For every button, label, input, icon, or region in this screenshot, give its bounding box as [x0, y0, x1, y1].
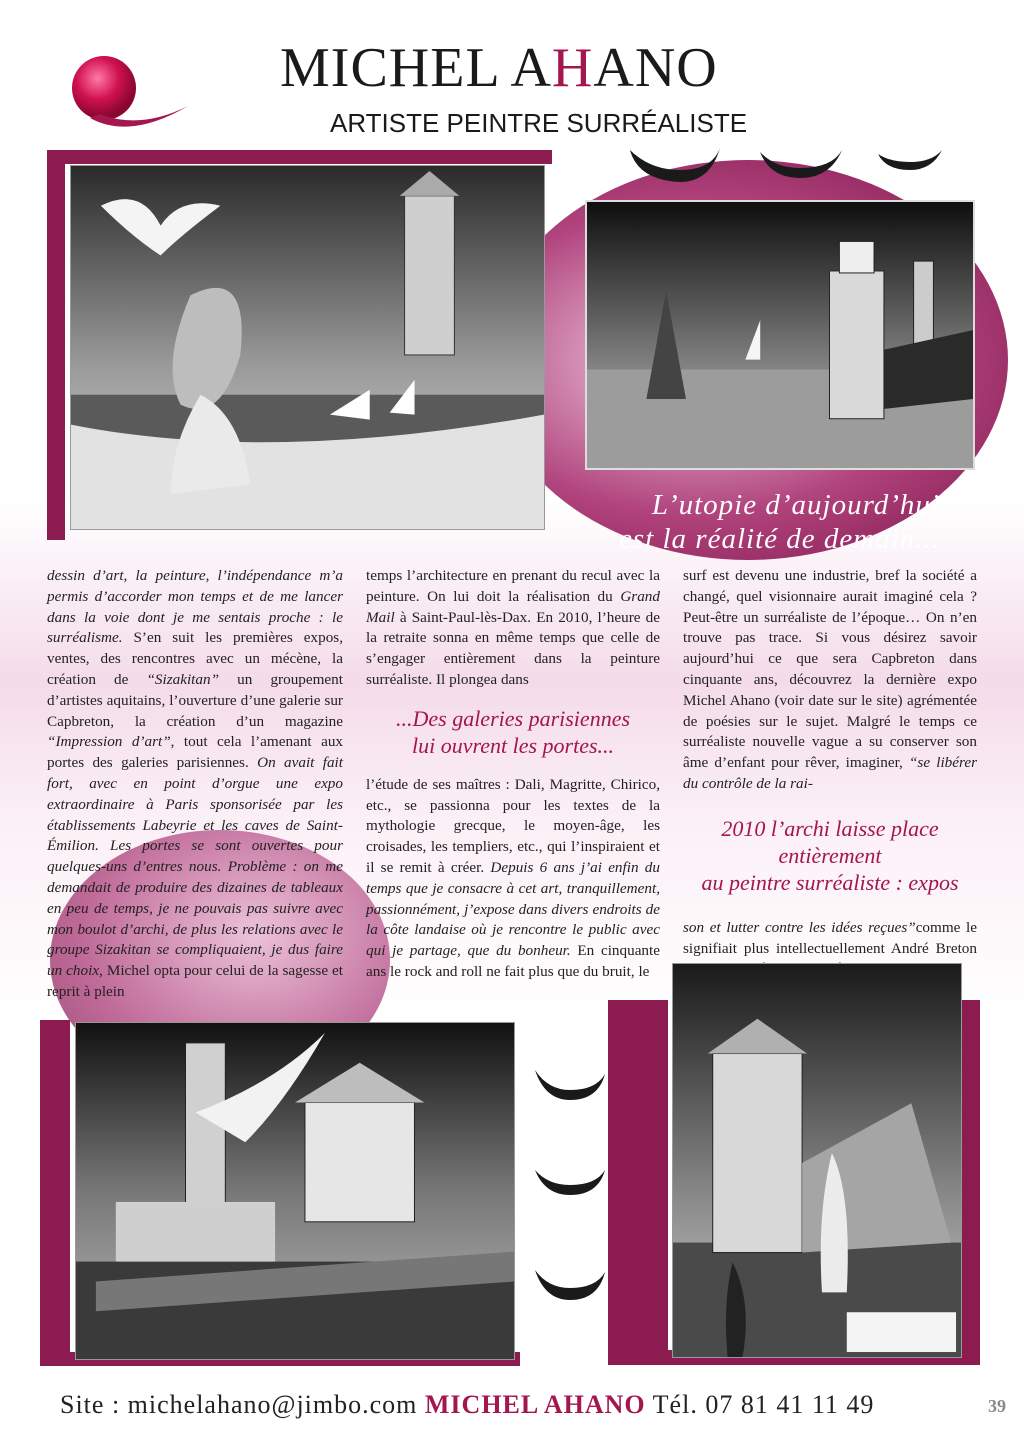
magazine-logo-icon	[70, 48, 190, 138]
pull-quote	[560, 488, 940, 556]
page-number: 39	[988, 1396, 1006, 1416]
intertitle-archi-line-1: 2010 l’archi laisse place entièrement	[721, 815, 939, 868]
col2-text-a: temps l’architecture en prenant du recul avec la peinture. On lui doit la réalisation du	[366, 567, 660, 605]
col3-breton-quote-b: son et lutter contre les idées reçues”	[683, 918, 916, 936]
page-subtitle: ARTISTE PEINTRE SURRÉALISTE	[330, 108, 748, 138]
page-footer	[60, 1390, 874, 1420]
col1-text-c: , tout cela l’amenant aux portes des galeries parisiennes.	[47, 733, 344, 772]
article-column-1	[47, 566, 343, 1003]
painting-frame-4	[608, 1000, 668, 1365]
col1-impression: “Impression d’art”	[47, 733, 171, 751]
painting-frame-1	[47, 150, 65, 540]
intertitle-archi	[683, 815, 977, 896]
pull-quote-line-2: est la réalité de demain...	[619, 523, 940, 555]
painting-frame-3	[40, 1020, 70, 1365]
col2-italic-quote: Depuis 6 ans j’ai enfin du temps que je consacre à cet art, tranquillement, passionnément, j’expose dans divers endroits de la côte landaise où je rencontre le public avec qui je partage, que du bonheur.	[366, 858, 660, 960]
col3-text-a: surf est devenu une industrie, bref la société a changé, quel visionnaire aurait imaginé cela ? Peut-être un surréaliste de l’époque… On n’en trouve pas trace. Si vous désirez savoir aujourd’hui ce que sera Capbreton dans cinquante ans, découvrez la dernière expo Michel Ahano (voir date sur le site) agrémentée de poésies sur le sujet. Malgré le temps ce surréaliste nouvelle vague a su conserver son âme d’enfant pour rêver, imaginer,	[683, 567, 977, 772]
col2-text-c: l’étude de ses maîtres : Dali, Magritte, Chirico, etc., se passionna pour les textes de la mythologie grecque, le moyen-âge, les croisades, les templiers, etc., qui l’inspiraient et il se remit à créer.	[366, 775, 660, 876]
column-2-paragraph-2	[366, 775, 660, 983]
col1-italic-intro: dessin d’art, la peinture, l’indépendance m’a permis d’accorder mon temps et de me lancer dans la voie dont je me sentais proche : le surréalisme.	[47, 567, 343, 647]
painting-arches-bird	[75, 1022, 515, 1360]
footer-site: Site : michelahano@jimbo.com	[60, 1390, 425, 1419]
article-column-2	[366, 566, 660, 983]
col1-sizakitan: “Sizakitan”	[146, 670, 220, 688]
footer-tel: Tél. 07 81 41 11 49	[645, 1390, 875, 1419]
intertitle-archi-line-2: au peintre surréaliste : expos	[701, 869, 959, 895]
intertitle-galeries-line-1: ...Des galeries parisiennes	[395, 705, 631, 731]
article-column-3	[683, 566, 977, 980]
intertitle-galeries-line-2: lui ouvrent les portes...	[411, 732, 615, 758]
painting-lighthouse-harbor	[585, 200, 975, 470]
footer-name: MICHEL AHANO	[424, 1390, 646, 1419]
col1-italic-quote: On avait fait fort, avec en point d’orgue une expo extraordinaire à Paris sponsorisée par les établissements Labeyrie et les caves de Saint-Émilion. Les portes se sont ouvertes pour quelques-uns d’entres nous. Problème : on me demandait de produire des dizaines de tableaux en peu de temps, je ne pouvais pas suivre avec mon boulot d’archi, de plus les relations avec le groupe Sizakitan se compliquaient, je dus faire un choix,	[47, 754, 343, 980]
col3-text-b: comme le signifiait plus intellectuellement André Breton	[683, 918, 977, 957]
col1-text-b: un groupement d’artistes aquitains, l’ouverture d’une galerie sur Capbreton, la création d’un magazine	[47, 670, 343, 730]
column-1-paragraph	[47, 566, 343, 1003]
painting-utopia-beach	[70, 165, 545, 530]
mustache-row-icon	[620, 140, 950, 200]
col1-text-end: Michel opta pour celui de la sagesse et reprit à plein	[47, 962, 344, 1000]
column-2-paragraph-1	[366, 566, 660, 691]
mustache-column-icon	[530, 1060, 610, 1320]
intertitle-galeries	[366, 705, 660, 759]
painting-frame-4-right	[960, 1000, 980, 1365]
col2-text-b: à Saint-Paul-lès-Dax. En 2010, l’heure de la retraite sonna en même temps que celle de s’engager entièrement dans la peinture surréaliste. Il plongea dans	[366, 608, 660, 688]
col2-grand-mail: Grand Mail	[366, 587, 660, 626]
painting-venetian-tower	[672, 963, 962, 1358]
pull-quote-line-1: L’utopie d’aujourd’hui	[651, 489, 940, 521]
column-3-paragraph-1	[683, 566, 977, 795]
page-title: MICHEL AHANO	[280, 37, 718, 99]
col2-text-d: En cinquante ans le rock and roll ne fait plus que du bruit, le	[366, 942, 660, 980]
col1-text-a: S’en suit les premières expos, ventes, des rencontres avec un mécène, la création de	[47, 629, 343, 688]
painting-frame-1-top	[47, 150, 552, 164]
col3-breton-quote-a: “se libérer du contrôle de la rai-	[683, 754, 977, 792]
